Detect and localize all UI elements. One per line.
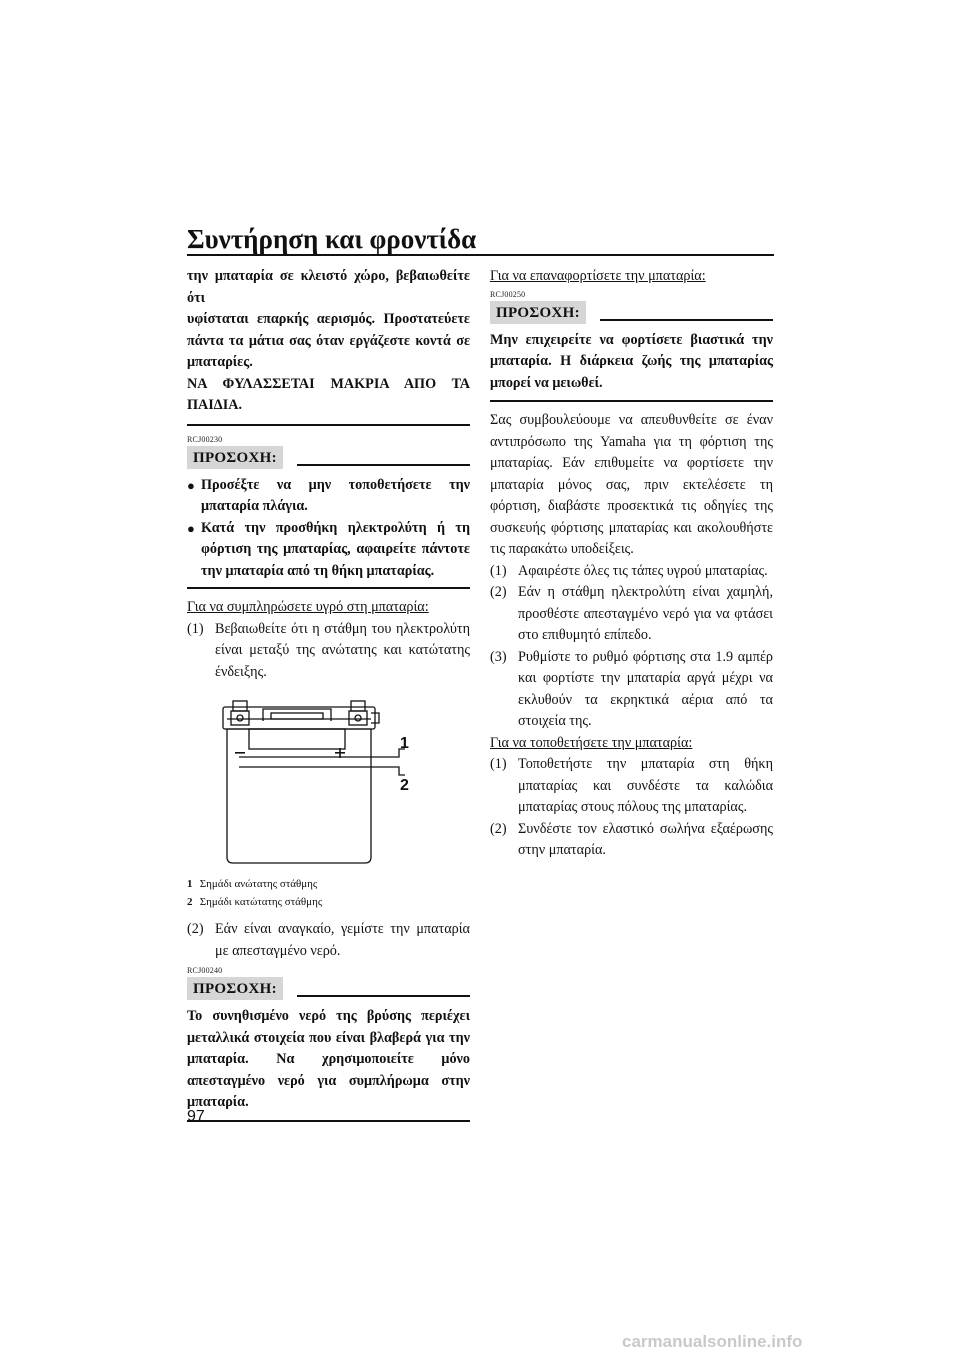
intro-warning-text: την μπαταρία σε κλειστό χώρο, βεβαιωθείτε ότι υφίσταται επαρκής αερισμός. Προστατεύετε πάντα τα μάτια σας όταν εργάζεστε κοντά σε μπαταρίες. ΝΑ ΦΥΛΑΣΣΕΤΑΙ ΜΑΚΡΙΑ ΑΠΟ ΤΑ ΠΑΙΔΙΑ. xyxy=(187,268,470,413)
page-title: Συντήρηση και φροντίδα xyxy=(187,224,477,254)
caution-code: RCJ00240 xyxy=(187,966,223,975)
caution-label: ΠΡΟΣΟΧΗ: xyxy=(490,301,586,324)
figure-legend xyxy=(187,875,470,911)
watermark: carmanualsonline.info xyxy=(622,1332,803,1351)
page-number: 97 xyxy=(187,1108,205,1125)
legend-item: 2 Σημάδι κατώτατης στάθμης xyxy=(187,896,323,908)
caution-label: ΠΡΟΣΟΧΗ: xyxy=(187,977,283,1000)
step-item: (1) Τοποθετήστε την μπαταρία στη θήκη μπαταρίας και συνδέστε τα καλώδια μπαταρίας στους πόλους της μπαταρίας. xyxy=(490,756,773,815)
battery-diagram-icon xyxy=(187,697,470,869)
step-item: (3) Ρυθμίστε το ρυθμό φόρτισης στα 1.9 αμπέρ και φορτίστε την μπαταρία αργά μέχρι να εκλυθούν τα εκρηκτικά αέρια από τα στοιχεία της. xyxy=(490,648,773,729)
legend-item: 1 Σημάδι ανώτατης στάθμης xyxy=(187,878,318,890)
caution-header xyxy=(490,300,773,324)
caution-text: Το συνηθισμένο νερό της βρύσης περιέχει μεταλλικά στοιχεία που είναι βλαβερά για την μπαταρία. Να χρησιμοποιείτε μόνο απεσταγμένο νερό για συμπλήρωμα στην μπαταρία. xyxy=(187,1008,470,1110)
header-rule xyxy=(187,254,774,256)
caution-end-rule xyxy=(187,1120,470,1122)
caution-bullet: ● Κατά την προσθήκη ηλεκτρολύτη ή τη φόρτιση της μπαταρίας, αφαιρείτε πάντοτε την μπαταρία από τη θήκη μπαταρίας. xyxy=(187,518,470,583)
callout-1: 1 xyxy=(400,735,409,752)
caution-header xyxy=(187,976,470,1000)
warning-end-rule xyxy=(187,424,470,426)
recharge-heading: Για να επαναφορτίσετε την μπαταρία: xyxy=(490,268,706,284)
battery-illustration xyxy=(187,697,470,869)
step-item: (2) Συνδέστε τον ελαστικό σωλήνα εξαέρωσης στην μπαταρία. xyxy=(490,820,773,858)
step-item: (1) Βεβαιωθείτε ότι η στάθμη του ηλεκτρολύτη είναι μεταξύ της ανώτατης και κατώτατης ένδειξης. xyxy=(187,620,470,680)
step-item: (2) Εάν η στάθμη ηλεκτρολύτη είναι χαμηλή, προσθέστε απεσταγμένο νερό για να φτάσει στο επιθυμητό επίπεδο. xyxy=(490,584,773,643)
install-heading: Για να τοποθετήσετε την μπαταρία: xyxy=(490,734,693,751)
step-item: (1) Αφαιρέστε όλες τις τάπες υγρού μπαταρίας. xyxy=(490,562,768,579)
fill-heading: Για να συμπληρώσετε υγρό στη μπαταρία: xyxy=(187,599,429,615)
caution-label: ΠΡΟΣΟΧΗ: xyxy=(187,446,283,469)
caution-rule xyxy=(600,319,773,321)
left-column xyxy=(187,266,470,1134)
caution-bullet: ● Προσέξτε να μην τοποθετήσετε την μπαταρία πλάγια. xyxy=(187,475,470,518)
caution-rule xyxy=(297,464,470,466)
recharge-paragraph: Σας συμβουλεύουμε να απευθυνθείτε σε έναν αντιπρόσωπο της Yamaha για τη φόρτιση της μπαταρίας. Εάν επιθυμείτε να φορτίσετε την μπαταρία μόνος σας, πριν εκτελέσετε τη φόρτιση, διαβάστε προσεκτικά τις οδηγίες της συσκευής φόρτισης μπαταρίας και ακολουθήστε τις παρακάτω υποδείξεις. xyxy=(490,412,773,557)
callout-2: 2 xyxy=(400,777,409,794)
caution-header xyxy=(187,445,470,469)
caution-end-rule xyxy=(490,400,773,402)
right-column xyxy=(490,266,773,862)
caution-text: Μην επιχειρείτε να φορτίσετε βιαστικά την μπαταρία. Η διάρκεια ζωής της μπαταρίας μπορεί να μειωθεί. xyxy=(490,331,773,391)
caution-rule xyxy=(297,995,470,997)
caution-code: RCJ00250 xyxy=(490,289,526,299)
bullet-dot-icon: ● xyxy=(187,520,195,536)
bullet-dot-icon: ● xyxy=(187,477,195,493)
step-item: (2) Εάν είναι αναγκαίο, γεμίστε την μπαταρία με απεσταγμένο νερό. xyxy=(187,921,470,959)
caution-code: RCJ00230 xyxy=(187,434,223,444)
caution-end-rule xyxy=(187,587,470,589)
